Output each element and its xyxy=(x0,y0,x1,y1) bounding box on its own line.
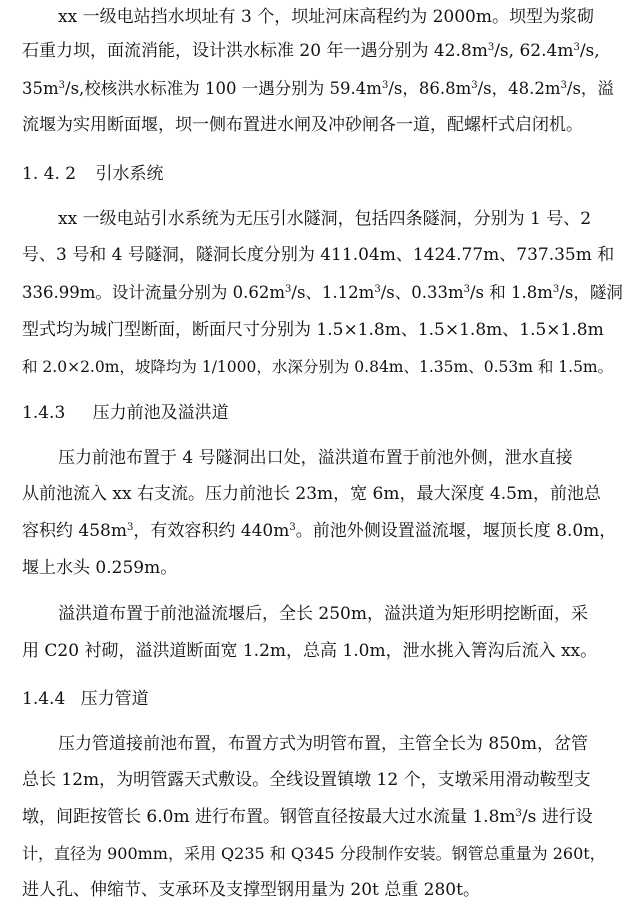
text-line: 号、3 号和 4 号隧洞，隧洞长度分别为 411.04m、1424.77m、737.35m 和 xyxy=(22,245,615,265)
text-line: 计，直径为 900mm，采用 Q235 和 Q345 分段制作安装。钢管总重量为 260t， xyxy=(22,844,606,863)
text-line: xx 一级电站引水系统为无压引水隧洞，包括四条隧洞，分别为 1 号、2 xyxy=(58,209,592,229)
section-heading-1-4-4 xyxy=(22,688,149,710)
text-line: 压力前池布置于 4 号隧洞出口处，溢洪道布置于前池外侧，泄水直接 xyxy=(58,448,573,468)
text-line: 进人孔、伸缩节、支承环及支撑型钢用量为 20t 总重 280t。 xyxy=(22,880,480,900)
section-number: 1.4.3 xyxy=(22,403,66,423)
section-heading-1-4-3 xyxy=(22,402,229,424)
text-line: 流堰为实用断面堰，坝一侧布置进水闸及冲砂闸各一道，配螺杆式启闭机。 xyxy=(22,115,583,135)
text-line: 总长 12m，为明管露天式敷设。全线设置镇墩 12 个，支墩采用滑动鞍型支 xyxy=(22,770,591,790)
text-line: 容积约 $458m^3$，有效容积约 $440m^3$。前池外侧设置溢流堰，堰顶长度 8.0m， xyxy=(22,521,617,541)
text-line: 压力管道接前池布置，布置方式为明管布置，主管全长为 850m，岔管 xyxy=(58,734,588,754)
text-line: 石重力坝，面流消能，设计洪水标准 20 年一遇分别为 $42.8m^3/s$, $62.4m^3/s$, xyxy=(22,41,600,61)
text-line: 堰上水头 0.259m。 xyxy=(22,558,178,578)
text-line: 溢洪道布置于前池溢流堰后，全长 250m，溢洪道为矩形明挖断面，采 xyxy=(58,604,588,624)
text-line: 用 C20 衬砌，溢洪道断面宽 1.2m，总高 1.0m，泄水挑入箐沟后流入 xx。 xyxy=(22,641,598,661)
section-heading-1-4-2 xyxy=(22,163,163,185)
text-line: 和 2.0×2.0m，坡降均为 1/1000，水深分别为 0.84m、1.35m、0.53m 和 1.5m。 xyxy=(22,358,614,376)
text-line: 336.99m。设计流量分别为 $0.62m^3/s$、$1.12m^3/s$、$0.33m^3/s$ 和 $1.8m^3/s$，隧洞 xyxy=(22,283,623,302)
text-line-content: xx 一级电站挡水坝址有 3 个，坝址河床高程约为 2000m。坝型为浆砌 xyxy=(58,7,594,27)
section-number: 1.4.4 xyxy=(22,689,66,709)
section-title: 压力管道 xyxy=(80,689,149,709)
section-title: 引水系统 xyxy=(95,164,164,184)
section-number: 1. 4. 2 xyxy=(22,164,77,184)
text-line: $35m^3/s$,校核洪水标准为 100 一遇分别为 $59.4m^3/s$，$86.8m^3/s$，$48.2m^3/s$，溢 xyxy=(22,79,614,98)
text-line: 从前池流入 xx 右支流。压力前池长 23m，宽 6m，最大深度 4.5m，前池总 xyxy=(22,484,602,504)
text-line: 墩，间距按管长 6.0m 进行布置。钢管直径按最大过水流量 $1.8m^3/s$ 进行设 xyxy=(22,807,593,827)
section-title: 压力前池及溢洪道 xyxy=(92,403,229,423)
text-line xyxy=(0,6,642,28)
text-line: 型式均为城门型断面，断面尺寸分别为 1.5×1.8m、1.5×1.8m、1.5×1.8m xyxy=(22,320,604,340)
